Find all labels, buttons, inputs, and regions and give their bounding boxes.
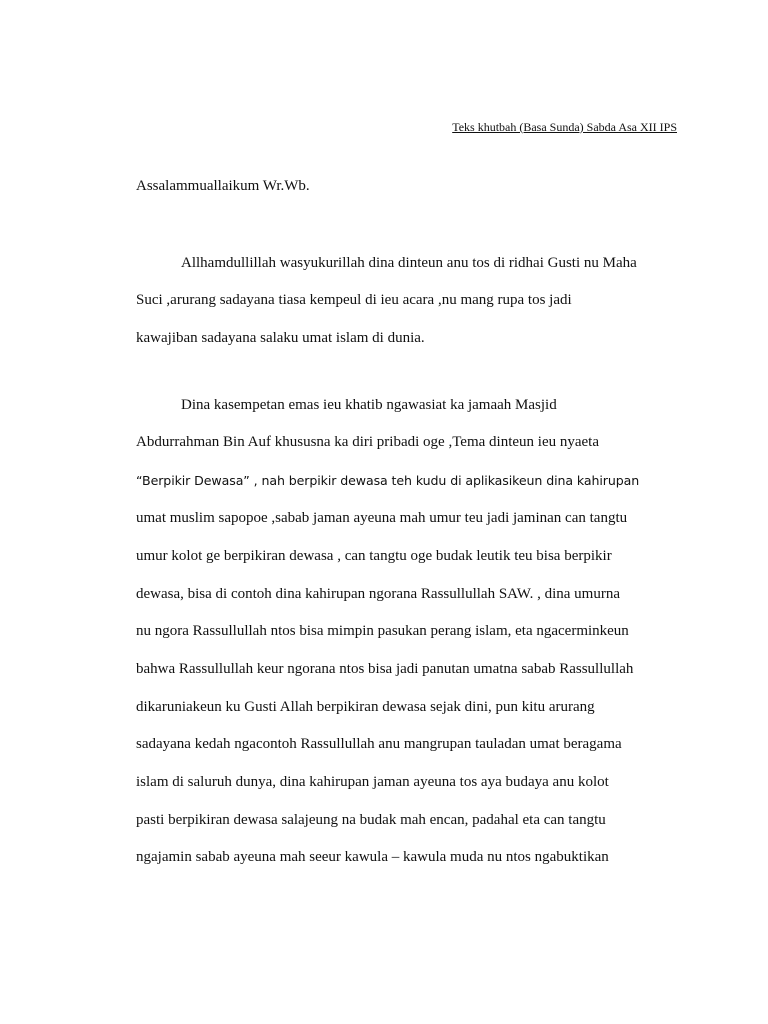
paragraph-line: sadayana kedah ngacontoh Rassullullah anu mangrupan tauladan umat beragama — [136, 736, 622, 752]
paragraph-line: “Berpikir Dewasa” , nah berpikir dewasa teh kudu di aplikasikeun dina kahirupan — [136, 473, 640, 488]
paragraph-line: nu ngora Rassullullah ntos bisa mimpin pasukan perang islam, eta ngacerminkeun — [136, 623, 629, 639]
paragraph-line: kawajiban sadayana salaku umat islam di dunia. — [136, 330, 425, 346]
paragraph-line: dewasa, bisa di contoh dina kahirupan ngorana Rassullullah SAW. , dina umurna — [136, 586, 620, 602]
document-header: Teks khutbah (Basa Sunda) Sabda Asa XII IPS — [452, 120, 677, 134]
paragraph-line: Suci ,arurang sadayana tiasa kempeul di ieu acara ,nu mang rupa tos jadi — [136, 292, 572, 308]
paragraph-line: Abdurrahman Bin Auf khususna ka diri pribadi oge ,Tema dinteun ieu nyaeta — [136, 434, 600, 450]
paragraph-line: dikaruniakeun ku Gusti Allah berpikiran dewasa sejak dini, pun kitu arurang — [136, 699, 595, 715]
paragraph-line: ngajamin sabab ayeuna mah seeur kawula – kawula muda nu ntos ngabuktikan — [136, 849, 609, 865]
paragraph-line: islam di saluruh dunya, dina kahirupan jaman ayeuna tos aya budaya anu kolot — [136, 774, 609, 790]
paragraph-line: umat muslim sapopoe ,sabab jaman ayeuna mah umur teu jadi jaminan can tangtu — [136, 510, 628, 526]
paragraph-line: umur kolot ge berpikiran dewasa , can tangtu oge budak leutik teu bisa berpikir — [136, 548, 612, 564]
paragraph-line: Dina kasempetan emas ieu khatib ngawasiat ka jamaah Masjid — [181, 397, 557, 413]
salutation: Assalammuallaikum Wr.Wb. — [136, 178, 310, 194]
paragraph-line: pasti berpikiran dewasa salajeung na budak mah encan, padahal eta can tangtu — [136, 812, 606, 828]
paragraph-line: Allhamdullillah wasyukurillah dina dinteun anu tos di ridhai Gusti nu Maha — [181, 255, 637, 271]
paragraph-line: bahwa Rassullullah keur ngorana ntos bisa jadi panutan umatna sabab Rassullullah — [136, 661, 634, 677]
